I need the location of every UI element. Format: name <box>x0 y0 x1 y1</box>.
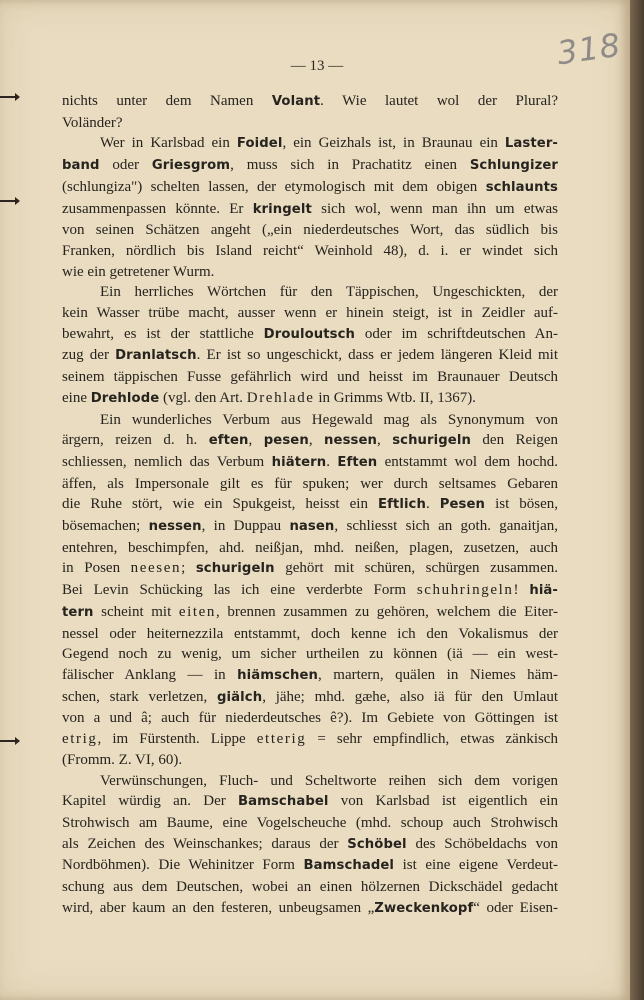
margin-pin-mark <box>0 200 18 202</box>
text-line <box>62 665 558 687</box>
text-run: des Schöbeldachs von <box>406 835 558 852</box>
text-run: (vgl. den Art. <box>159 389 247 406</box>
text-run: den Reigen <box>470 432 559 449</box>
text-run: Verwünschungen, Fluch- und Scheltworte reihen sich dem vorigen <box>100 772 558 789</box>
text-line <box>62 91 558 113</box>
spaced-term: etrig <box>62 731 98 748</box>
text-run: Ein wunderliches Verbum aus Hegewald mag als Synonymum von <box>100 411 558 428</box>
text-line <box>62 474 558 495</box>
text-line <box>62 241 558 262</box>
text-line <box>62 771 558 792</box>
bold-term: nessen <box>148 519 202 535</box>
bold-term: Laster- <box>504 136 558 152</box>
text-line <box>62 410 558 431</box>
text-run: , ein Geizhals ist, in Braunau ein <box>282 135 505 152</box>
text-run: Bei Levin Schücking las ich eine verderbte Form <box>62 582 417 599</box>
text-run: , schliesst sich an goth. ganaitjan, <box>334 518 559 535</box>
spaced-term: schuhringeln <box>416 582 514 599</box>
text-run: schung aus dem Deutschen, wobei an einen hölzernen Dickschädel gedacht <box>62 879 558 896</box>
text-line <box>62 791 558 813</box>
text-run: Strohwisch am Baume, eine Vogelscheuche (mhd. schoup auch Strohwisch <box>62 814 558 831</box>
text-run: nichts unter dem Namen <box>62 93 272 109</box>
text-run: scheint mit <box>93 603 179 620</box>
text-run: . Er ist so ungeschickt, dass er jedem längeren Kleid mit <box>196 347 558 364</box>
text-run: gehört mit schüren, schürgen zusammen. <box>274 560 558 577</box>
bold-term: hiätern <box>271 454 327 470</box>
text-run: sich wol, wenn man ihn um etwas <box>311 200 558 217</box>
bold-term: Eften <box>337 454 378 470</box>
page-edge <box>630 0 644 1000</box>
bold-term: Dranlatsch <box>115 348 197 364</box>
text-run: Voländer? <box>62 114 123 131</box>
text-run: als Zeichen des Weinschankes; daraus der <box>62 835 348 852</box>
bold-term: tern <box>62 604 94 620</box>
margin-pin-mark <box>0 96 18 98</box>
text-run: bösemachen; <box>62 518 149 535</box>
text-run: , <box>248 432 264 449</box>
text-line <box>62 855 558 877</box>
text-line <box>62 345 558 367</box>
text-line <box>62 303 558 324</box>
text-line <box>62 538 558 559</box>
text-run: , <box>308 432 325 449</box>
text-line <box>62 834 558 856</box>
text-run: oder im schriftdeutschen An- <box>355 325 558 342</box>
bold-term: kringelt <box>252 201 312 217</box>
text-run: , <box>377 432 393 449</box>
text-run: von a und â; auch für niederdeutsches ê?). Im Gebiete von Göttingen ist <box>62 710 558 727</box>
bold-term: Drouloutsch <box>263 326 355 342</box>
text-run: äffen, als Impersonale gilt es für spuken; wer durch seltsames Gebaren <box>62 475 558 492</box>
text-line <box>62 367 558 388</box>
page-number: — 13 — <box>290 58 344 74</box>
text-run: wie ein getretener Wurm. <box>62 263 215 280</box>
bold-term: nessen <box>324 433 377 449</box>
text-run: entehren, beschimpfen, ahd. neißjan, mhd. neißen, plagen, zusetzen, auch <box>62 539 558 556</box>
margin-pin-mark <box>0 740 18 742</box>
bold-term: Bamschabel <box>237 794 329 810</box>
text-run: , martern, quälen in Niemes häm- <box>318 666 558 683</box>
text-line <box>62 602 558 624</box>
text-run: ! <box>513 582 530 599</box>
spaced-term: eiten <box>178 603 217 620</box>
text-line <box>62 750 558 771</box>
text-run: schliessen, nemlich das Verbum <box>62 453 272 470</box>
bold-term: band <box>62 158 100 174</box>
bold-term: Zweckenkopf <box>374 900 474 916</box>
text-line <box>62 644 558 665</box>
text-line <box>62 558 558 580</box>
text-run: von seinen Schätzen angeht („ein niederdeutsches Wort, das südlich bis <box>62 222 558 239</box>
text-run: (Fromm. Z. VI, 60). <box>62 751 183 768</box>
text-run: Franken, nördlich bis Island reicht“ Weinhold 48), d. i. er windet sich <box>62 242 558 259</box>
text-run: von Karlsbad ist eigentlich ein <box>328 793 558 810</box>
text-run: . <box>326 453 338 470</box>
text-run: Ein herrliches Wörtchen für den Täppischen, Ungeschickten, der <box>100 284 558 301</box>
bold-term: Schöbel <box>347 836 407 852</box>
bold-term: giälch <box>217 689 263 705</box>
bold-term: hiä- <box>529 583 559 599</box>
bold-term: eften <box>208 433 249 449</box>
bold-term: schlaunts <box>485 179 558 195</box>
spaced-term: Drehlade <box>246 389 315 406</box>
text-run: ; <box>181 560 196 577</box>
bold-term: nasen <box>289 519 335 535</box>
bold-term: Griesgrom <box>151 158 231 174</box>
text-line <box>62 262 558 283</box>
text-line <box>62 494 558 516</box>
text-run: seinem täppischen Fusse gefährlich wird und heisst im Braunauer Deutsch <box>62 369 558 386</box>
text-run: , in Duppau <box>201 518 290 535</box>
text-run: fälischer Anklang — in <box>62 666 238 683</box>
text-run: (schlungiza") schelten lassen, der etymologisch mit dem obigen <box>62 178 486 195</box>
text-run: , jähe; mhd. gæhe, also iä für den Umlaut <box>262 688 559 705</box>
text-run: entstammt wol dem hochd. <box>377 453 558 470</box>
text-line <box>62 580 558 602</box>
text-run: oder <box>99 157 152 174</box>
text-line <box>62 516 558 538</box>
text-run: kein Wasser trübe macht, ausser wenn er hinein steigt, ist in Zeidler auf- <box>62 305 558 322</box>
text-run: zug der <box>62 347 116 364</box>
text-run: , brennen zusammen zu gehören, welchem die Eiter- <box>216 603 558 620</box>
text-line <box>62 113 558 134</box>
text-run: Nordböhmen). Die Wehinitzer Form <box>62 857 304 874</box>
text-run: , muss sich in Prachatitz einen <box>230 157 470 174</box>
text-run: die Ruhe stört, wie ein Spukgeist, heisst ein <box>62 496 378 513</box>
text-line <box>62 133 558 155</box>
bold-term: Schlungizer <box>469 158 558 174</box>
text-line <box>62 155 558 177</box>
bold-term: Bamschadel <box>303 858 395 874</box>
text-run: in Grimms Wtb. II, 1367). <box>314 389 476 406</box>
bold-term: Foidel <box>236 136 283 152</box>
text-run: zusammenpassen könnte. Er <box>62 200 253 217</box>
text-line <box>62 898 558 920</box>
spaced-term: etterig <box>256 731 307 748</box>
text-run: Wer in Karlsbad ein <box>100 135 237 152</box>
text-line <box>62 813 558 834</box>
text-run: wird, aber kaum an den festeren, unbeugsamen „ <box>62 899 375 916</box>
text-run: ist bösen, <box>485 496 559 513</box>
text-run: ärgern, reizen d. h. <box>62 432 209 449</box>
text-run: Kapitel würdig an. Der <box>62 793 238 810</box>
text-line <box>62 729 558 750</box>
text-line <box>62 282 558 303</box>
text-run: “ oder Eisen- <box>473 899 558 916</box>
text-run: = sehr empfindlich, etwas zänkisch <box>306 731 558 748</box>
bold-term: Drehlode <box>90 390 160 406</box>
text-line <box>62 687 558 709</box>
bold-term: schurigeln <box>392 433 471 449</box>
text-line <box>62 452 558 474</box>
bold-term: pesen <box>263 433 309 449</box>
body-text <box>62 91 558 919</box>
bold-term: Pesen <box>439 497 486 513</box>
text-run: bewahrt, es ist der stattliche <box>62 325 264 342</box>
text-line <box>62 430 558 452</box>
text-line <box>62 877 558 898</box>
text-run: in Posen <box>62 560 131 577</box>
spaced-term: neesen <box>130 560 182 577</box>
text-line <box>62 324 558 346</box>
text-run: , im Fürstenth. Lippe <box>97 731 257 748</box>
handwritten-annotation: 318 <box>554 25 624 73</box>
text-line <box>62 199 558 221</box>
bold-term: Volant <box>271 94 321 109</box>
text-line <box>62 177 558 199</box>
text-line <box>62 220 558 241</box>
text-run: ist eine eigene Verdeut- <box>394 857 559 874</box>
text-run: . <box>425 496 440 513</box>
text-line <box>62 624 558 645</box>
bold-term: schurigeln <box>195 561 275 577</box>
text-line <box>62 388 558 410</box>
bold-term: hiämschen <box>237 667 319 683</box>
text-run: Gegend noch zu wenig, um sicher urtheilen zu können (iä — ein west- <box>62 646 558 663</box>
text-run: . Wie lautet wol der Plural? <box>320 93 558 109</box>
text-run: schen, stark verletzen, <box>62 688 218 705</box>
text-line <box>62 708 558 729</box>
bold-term: Eftlich <box>377 497 426 513</box>
text-run: nessel oder heiternezzila entstammt, doch kenne ich den Vokalismus der <box>62 625 558 642</box>
text-run: eine <box>62 389 91 406</box>
